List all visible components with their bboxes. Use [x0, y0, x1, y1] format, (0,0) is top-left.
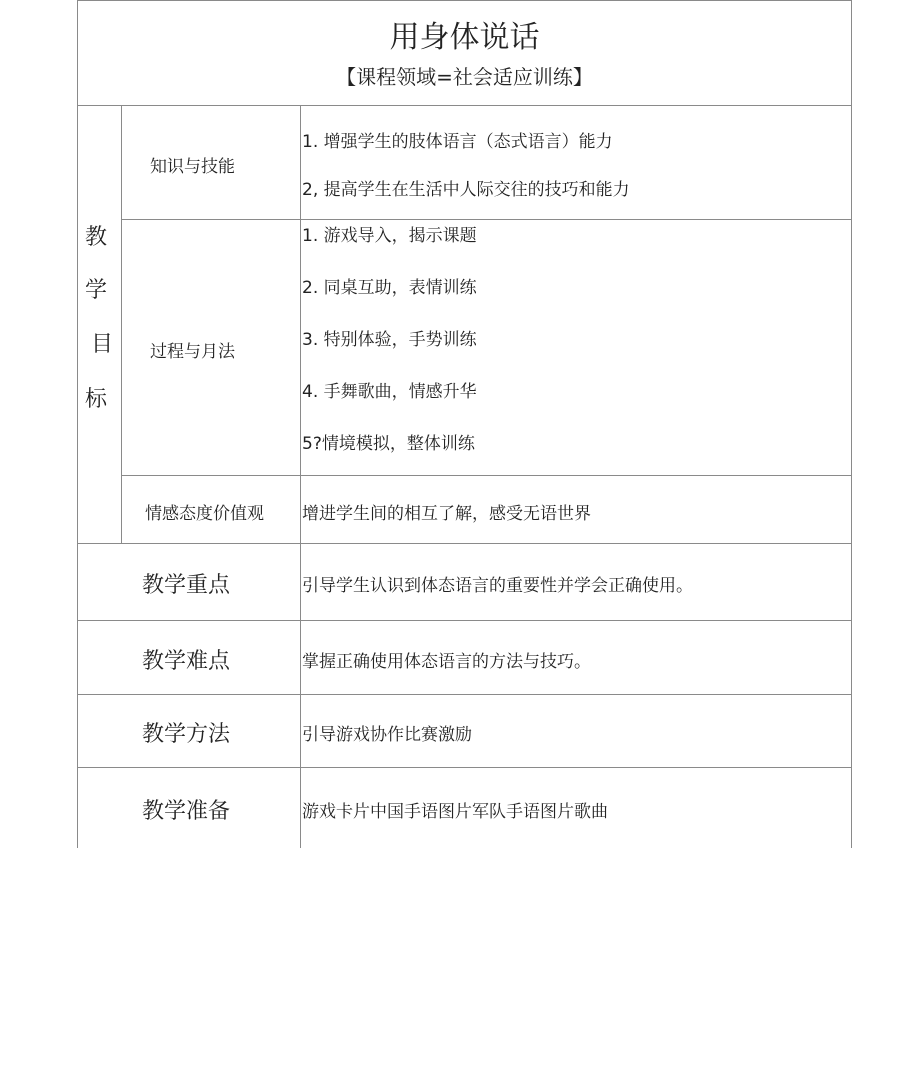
objectives-vertical-char: 目	[91, 332, 114, 357]
table-border-top	[77, 0, 852, 1]
lesson-plan-table	[77, 0, 852, 848]
process-item: 5?情境模拟，整体训练	[302, 434, 475, 454]
objectives-vertical-char: 学	[85, 278, 108, 303]
difficulty-text: 掌握正确使用体态语言的方法与技巧。	[302, 652, 591, 672]
content-column-divider	[300, 105, 301, 848]
emotion-text: 增进学生间的相互了解，感受无语世界	[302, 504, 591, 524]
process-divider	[121, 475, 852, 476]
method-text: 引导游戏协作比赛激励	[302, 725, 472, 745]
objectives-divider	[77, 543, 852, 544]
knowledge-item: 2, 提高学生在生活中人际交往的技巧和能力	[302, 180, 630, 200]
method-label: 教学方法	[142, 722, 231, 747]
page-subtitle: 【课程领域=社会适应训练】	[336, 65, 593, 89]
difficulty-divider	[77, 694, 852, 695]
preparation-text: 游戏卡片中国手语图片军队手语图片歌曲	[302, 802, 608, 822]
process-item: 2. 同桌互助，表情训练	[302, 278, 477, 298]
knowledge-label: 知识与技能	[150, 157, 235, 177]
focus-divider	[77, 620, 852, 621]
objectives-label-divider	[121, 105, 122, 543]
method-divider	[77, 767, 852, 768]
process-item: 3. 特别体验，手势训练	[302, 330, 477, 350]
objectives-vertical-char: 教	[85, 225, 108, 250]
difficulty-label: 教学难点	[142, 649, 231, 674]
table-border-right	[851, 0, 852, 848]
emotion-label: 情感态度价值观	[145, 504, 264, 524]
process-item: 1. 游戏导入，揭示课题	[302, 226, 477, 246]
process-label: 过程与月法	[150, 342, 235, 362]
title-divider	[77, 105, 852, 106]
focus-text: 引导学生认识到体态语言的重要性并学会正确使用。	[302, 576, 693, 596]
objectives-vertical-char: 标	[85, 387, 108, 412]
process-item: 4. 手舞歌曲，情感升华	[302, 382, 477, 402]
knowledge-item: 1. 增强学生的肢体语言（态式语言）能力	[302, 132, 613, 152]
knowledge-divider	[121, 219, 852, 220]
page-title: 用身体说话	[389, 20, 540, 55]
preparation-label: 教学准备	[142, 799, 231, 824]
table-border-left	[77, 0, 78, 848]
focus-label: 教学重点	[142, 573, 231, 598]
